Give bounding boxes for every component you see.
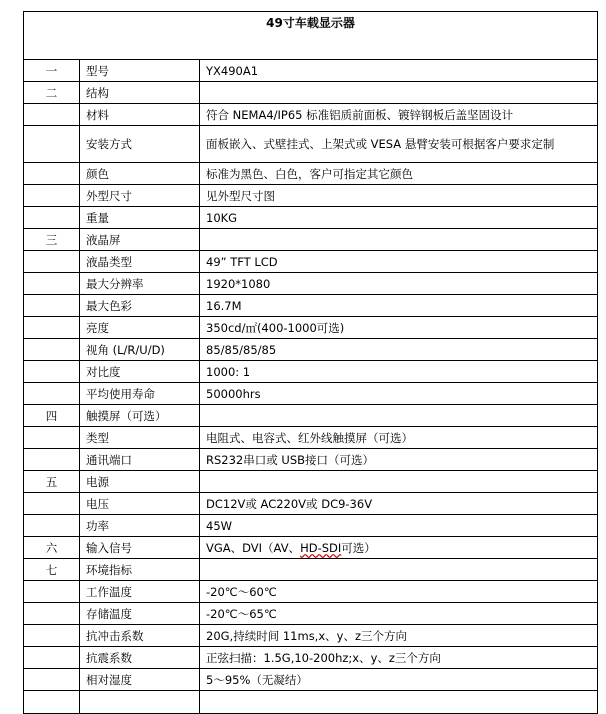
section-number: [24, 427, 80, 449]
row-label: 相对湿度: [80, 669, 200, 691]
table-row: [24, 273, 598, 295]
table-row: [24, 207, 598, 229]
value-text: 可选）: [341, 540, 376, 555]
row-label: 最大分辨率: [80, 273, 200, 295]
row-label: 平均使用寿命: [80, 383, 200, 405]
section-number: [24, 625, 80, 647]
row-label: 电压: [80, 493, 200, 515]
row-label: 触摸屏（可选）: [80, 405, 200, 427]
section-number: [24, 339, 80, 361]
table-row: [24, 104, 598, 126]
row-value: 50000hrs: [200, 383, 598, 405]
table-row: [24, 317, 598, 339]
section-number: [24, 669, 80, 691]
row-label: 抗冲击系数: [80, 625, 200, 647]
row-label: 颜色: [80, 163, 200, 185]
row-value: -20℃～60℃: [200, 581, 598, 603]
row-value: DC12V或 AC220V或 DC9-36V: [200, 493, 598, 515]
table-row: [24, 251, 598, 273]
row-label: 视角 (L/R/U/D): [80, 339, 200, 361]
section-number: 三: [24, 229, 80, 251]
table-row: [24, 427, 598, 449]
section-number: [24, 515, 80, 537]
table-row: [24, 515, 598, 537]
section-number: [24, 295, 80, 317]
row-value: 电阻式、电容式、红外线触摸屏（可选）: [200, 427, 598, 449]
section-number: [24, 126, 80, 163]
table-row: [24, 449, 598, 471]
empty-cell: [80, 691, 200, 714]
row-value: 面板嵌入、式壁挂式、上架式或 VESA 悬臂安装可根据客户要求定制: [200, 126, 598, 163]
table-row: [24, 537, 598, 559]
table-row: [24, 60, 598, 82]
row-label: 类型: [80, 427, 200, 449]
row-label: 电源: [80, 471, 200, 493]
row-label: 功率: [80, 515, 200, 537]
row-label: 重量: [80, 207, 200, 229]
section-number: 五: [24, 471, 80, 493]
table-row: [24, 126, 598, 163]
row-label: 工作温度: [80, 581, 200, 603]
table-row: [24, 185, 598, 207]
table-row: [24, 559, 598, 581]
empty-cell: [24, 691, 80, 714]
empty-row: [24, 691, 598, 714]
row-value: [200, 537, 598, 559]
row-value: 20G,持续时间 11ms,x、y、z三个方向: [200, 625, 598, 647]
row-label: 安装方式: [80, 126, 200, 163]
section-number: 四: [24, 405, 80, 427]
table-row: [24, 405, 598, 427]
row-value: 49” TFT LCD: [200, 251, 598, 273]
section-number: 二: [24, 82, 80, 104]
section-number: [24, 251, 80, 273]
table-row: [24, 383, 598, 405]
section-number: [24, 449, 80, 471]
row-label: 材料: [80, 104, 200, 126]
row-label: 输入信号: [80, 537, 200, 559]
row-value: [200, 471, 598, 493]
row-label: 液晶屏: [80, 229, 200, 251]
table-row: [24, 493, 598, 515]
section-number: [24, 163, 80, 185]
section-number: 七: [24, 559, 80, 581]
row-value: RS232串口或 USB接口（可选）: [200, 449, 598, 471]
section-number: [24, 361, 80, 383]
row-label: 对比度: [80, 361, 200, 383]
row-label: 亮度: [80, 317, 200, 339]
row-label: 环境指标: [80, 559, 200, 581]
row-value: 350cd/㎡(400-1000可选): [200, 317, 598, 339]
row-value: 1920*1080: [200, 273, 598, 295]
row-label: 最大色彩: [80, 295, 200, 317]
row-value: [200, 229, 598, 251]
empty-cell: [200, 691, 598, 714]
row-label: 通讯端口: [80, 449, 200, 471]
row-value: 45W: [200, 515, 598, 537]
table-row: [24, 295, 598, 317]
table-row: [24, 361, 598, 383]
title-row: [24, 12, 598, 60]
section-number: 六: [24, 537, 80, 559]
section-number: [24, 493, 80, 515]
table-row: [24, 163, 598, 185]
row-value: 标准为黑色、白色，客户可指定其它颜色: [200, 163, 598, 185]
row-label: 存储温度: [80, 603, 200, 625]
row-value: 正弦扫描：1.5G,10-200hz;x、y、z三个方向: [200, 647, 598, 669]
row-value: 10KG: [200, 207, 598, 229]
row-value: -20℃～65℃: [200, 603, 598, 625]
table-row: [24, 229, 598, 251]
row-label: 型号: [80, 60, 200, 82]
spellcheck-marked-text: HD-SDI: [300, 540, 342, 555]
section-number: [24, 104, 80, 126]
section-number: [24, 383, 80, 405]
row-value: [200, 559, 598, 581]
row-value: 1000: 1: [200, 361, 598, 383]
spec-table: [23, 11, 598, 714]
section-number: [24, 317, 80, 339]
section-number: [24, 581, 80, 603]
table-row: [24, 603, 598, 625]
table-row: [24, 581, 598, 603]
row-value: 85/85/85/85: [200, 339, 598, 361]
row-value: [200, 405, 598, 427]
section-number: [24, 185, 80, 207]
row-value: [200, 82, 598, 104]
row-value: 符合 NEMA4/IP65 标准铝质前面板、镀锌钢板后盖坚固设计: [200, 104, 598, 126]
section-number: [24, 273, 80, 295]
table-row: [24, 647, 598, 669]
row-value: 16.7M: [200, 295, 598, 317]
row-value: 5～95%（无凝结）: [200, 669, 598, 691]
row-label: 液晶类型: [80, 251, 200, 273]
row-label: 抗震系数: [80, 647, 200, 669]
section-number: [24, 207, 80, 229]
table-row: [24, 471, 598, 493]
section-number: 一: [24, 60, 80, 82]
table-row: [24, 669, 598, 691]
section-number: [24, 603, 80, 625]
row-value: 见外型尺寸图: [200, 185, 598, 207]
table-title: 49寸车载显示器: [24, 12, 598, 60]
table-row: [24, 82, 598, 104]
value-text: VGA、DVI（AV、: [206, 540, 301, 555]
table-row: [24, 625, 598, 647]
section-number: [24, 647, 80, 669]
table-row: [24, 339, 598, 361]
row-label: 结构: [80, 82, 200, 104]
row-value: YX490A1: [200, 60, 598, 82]
row-label: 外型尺寸: [80, 185, 200, 207]
